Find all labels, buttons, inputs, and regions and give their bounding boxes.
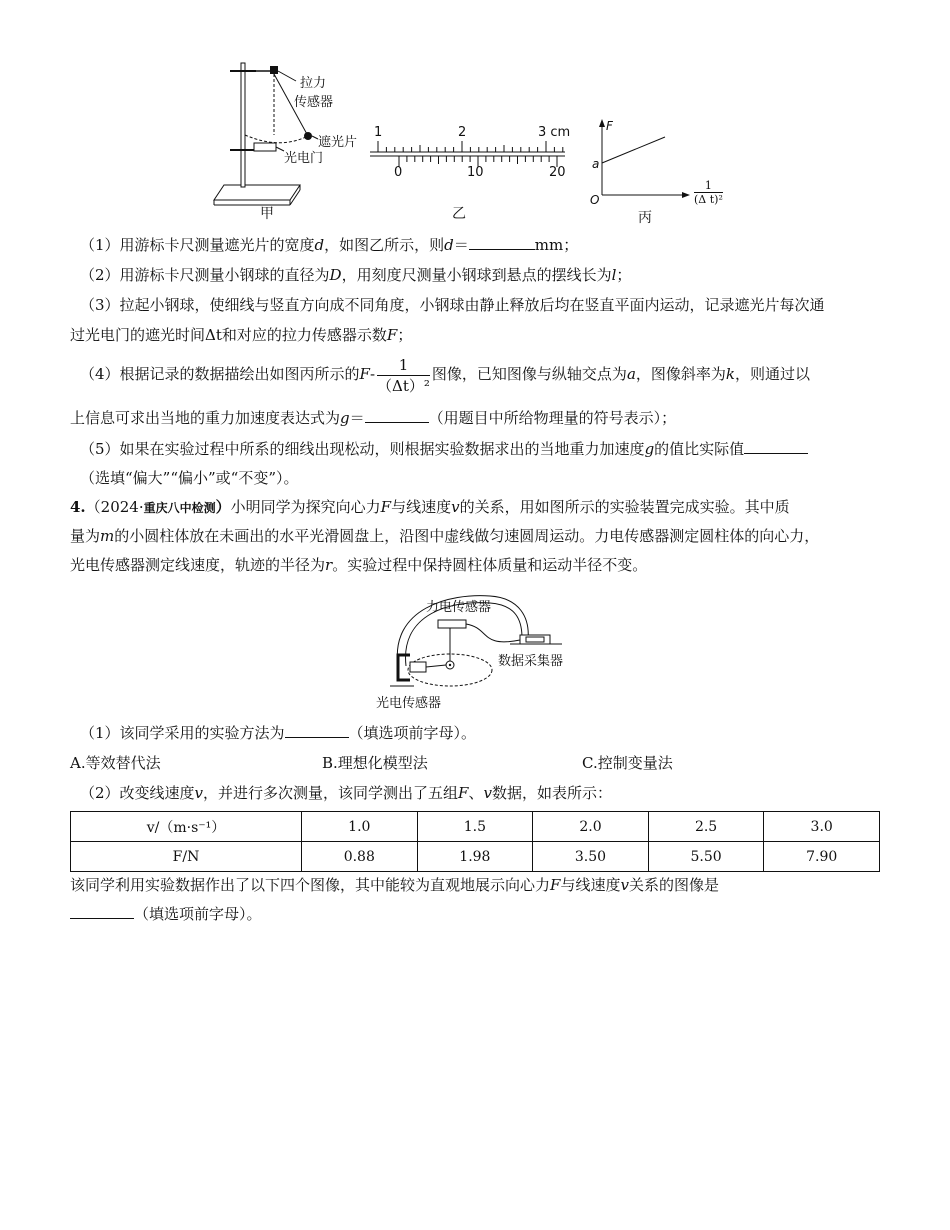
table-cell: 1.0 bbox=[302, 812, 418, 842]
option-a[interactable]: A.等效替代法 bbox=[70, 754, 161, 772]
q4-para-line3: 光电传感器测定线速度，轨迹的半径为r。实验过程中保持圆柱体质量和运动半径不变。 bbox=[70, 556, 648, 574]
vernier-scale-10: 10 bbox=[467, 165, 484, 180]
row-head-force: F/N bbox=[71, 842, 302, 872]
q4-para-line1: 4.（2024·重庆八中检测）小明同学为探究向心力F与线速度v的关系，用如图所示的实验装置完成实验。其中质 bbox=[70, 498, 790, 516]
table-cell: 5.50 bbox=[648, 842, 764, 872]
graph-origin: O bbox=[590, 193, 600, 207]
main-scale-2: 2 bbox=[458, 125, 467, 140]
velocity-force-table bbox=[70, 811, 880, 872]
q3-step4-line2: 上信息可求出当地的重力加速度表达式为g＝ （用题目中所给物理量的符号表示）； bbox=[70, 409, 677, 427]
table-cell: 2.0 bbox=[533, 812, 649, 842]
table-cell: 2.5 bbox=[648, 812, 764, 842]
circular-motion-apparatus-figure bbox=[370, 588, 590, 713]
q3-step3-line1: （3）拉起小钢球，使细线与竖直方向成不同角度，小钢球由静止释放后均在竖直平面内运动，记录遮光片每次通 bbox=[80, 296, 825, 314]
label-photo-sensor: 光电传感器 bbox=[376, 696, 442, 711]
label-shade: 遮光片 bbox=[318, 135, 358, 150]
label-gate: 光电门 bbox=[284, 151, 324, 166]
q4-step2: （2）改变线速度v，并进行多次测量，该同学测出了五组F、v数据，如表所示： bbox=[80, 784, 612, 802]
q3-step5-line2: （选填“偏大”“偏小”或“不变”）。 bbox=[80, 469, 299, 487]
graph-intercept-a: a bbox=[592, 157, 600, 171]
option-c[interactable]: C.控制变量法 bbox=[582, 754, 673, 772]
caption-jia: 甲 bbox=[260, 206, 274, 222]
graph-axis-f: F bbox=[606, 119, 613, 133]
table-cell: 7.90 bbox=[764, 842, 880, 872]
figure-row-1 bbox=[210, 55, 750, 230]
table-row bbox=[71, 842, 880, 872]
label-sensor: 传感器 bbox=[294, 95, 334, 110]
q4-para-line2: 量为m的小圆柱体放在未画出的水平光滑圆盘上，沿图中虚线做匀速圆周运动。力电传感器测定圆柱体的向心力， bbox=[70, 527, 820, 545]
fraction-inverse-dt-squared: $\frac{1}{\text{（Δt）²}}$ bbox=[377, 355, 430, 395]
vernier-caliper bbox=[370, 141, 565, 167]
table-cell: 1.5 bbox=[417, 812, 533, 842]
answer-blank-compare[interactable] bbox=[744, 438, 808, 454]
table-row bbox=[71, 812, 880, 842]
table-cell: 3.0 bbox=[764, 812, 880, 842]
main-scale-1: 1 bbox=[374, 125, 383, 140]
q4-step3-line1: 该同学利用实验数据作出了以下四个图像，其中能较为直观地展示向心力F与线速度v关系的图像是 bbox=[70, 876, 719, 894]
pendulum-apparatus-figure bbox=[210, 55, 750, 230]
question-source: 重庆八中检测 bbox=[143, 501, 216, 515]
answer-blank-graph[interactable] bbox=[70, 903, 134, 919]
vernier-scale-20: 20 bbox=[549, 165, 566, 180]
q3-step3-line2: 过光电门的遮光时间Δt和对应的拉力传感器示数F； bbox=[70, 326, 413, 344]
label-force-sensor: 力电传感器 bbox=[426, 600, 492, 615]
caption-yi: 乙 bbox=[452, 206, 466, 222]
q3-step2: （2）用游标卡尺测量小钢球的直径为D，用刻度尺测量小钢球到悬点的摆线长为l； bbox=[80, 266, 632, 284]
answer-blank-method[interactable] bbox=[285, 722, 349, 738]
row-head-velocity: v/（m·s⁻¹） bbox=[71, 812, 302, 842]
q4-step3-line2: （填选项前字母）。 bbox=[70, 899, 882, 929]
answer-blank-d[interactable] bbox=[469, 234, 535, 250]
table-cell: 1.98 bbox=[417, 842, 533, 872]
answer-blank-g[interactable] bbox=[365, 407, 429, 423]
label-pull: 拉力 bbox=[300, 76, 327, 91]
q3-step4-line1: （4）根据记录的数据描绘出如图丙所示的F- $\frac{1}{\text{（Δt）²}}$ 图像，已知图像与纵轴交点为a，图像斜率为k，则通过以 bbox=[80, 355, 811, 395]
q3-step1: （1）用游标卡尺测量遮光片的宽度d，如图乙所示，则d＝ mm； bbox=[80, 236, 579, 254]
q3-step5-line1: （5）如果在实验过程中所系的细线出现松动，则根据实验数据求出的当地重力加速度g的值比实际值 bbox=[80, 434, 892, 464]
graph-x-axis-label: 1 (Δ t)² bbox=[694, 179, 723, 206]
caption-bing: 丙 bbox=[638, 210, 652, 226]
option-b[interactable]: B.理想化模型法 bbox=[322, 754, 428, 772]
table-cell: 3.50 bbox=[533, 842, 649, 872]
q4-step1: （1）该同学采用的实验方法为 （填选项前字母）。 bbox=[80, 724, 477, 742]
main-scale-3: 3 cm bbox=[538, 125, 571, 140]
table-cell: 0.88 bbox=[302, 842, 418, 872]
label-data-collector: 数据采集器 bbox=[498, 654, 564, 669]
vernier-scale-0: 0 bbox=[394, 165, 403, 180]
